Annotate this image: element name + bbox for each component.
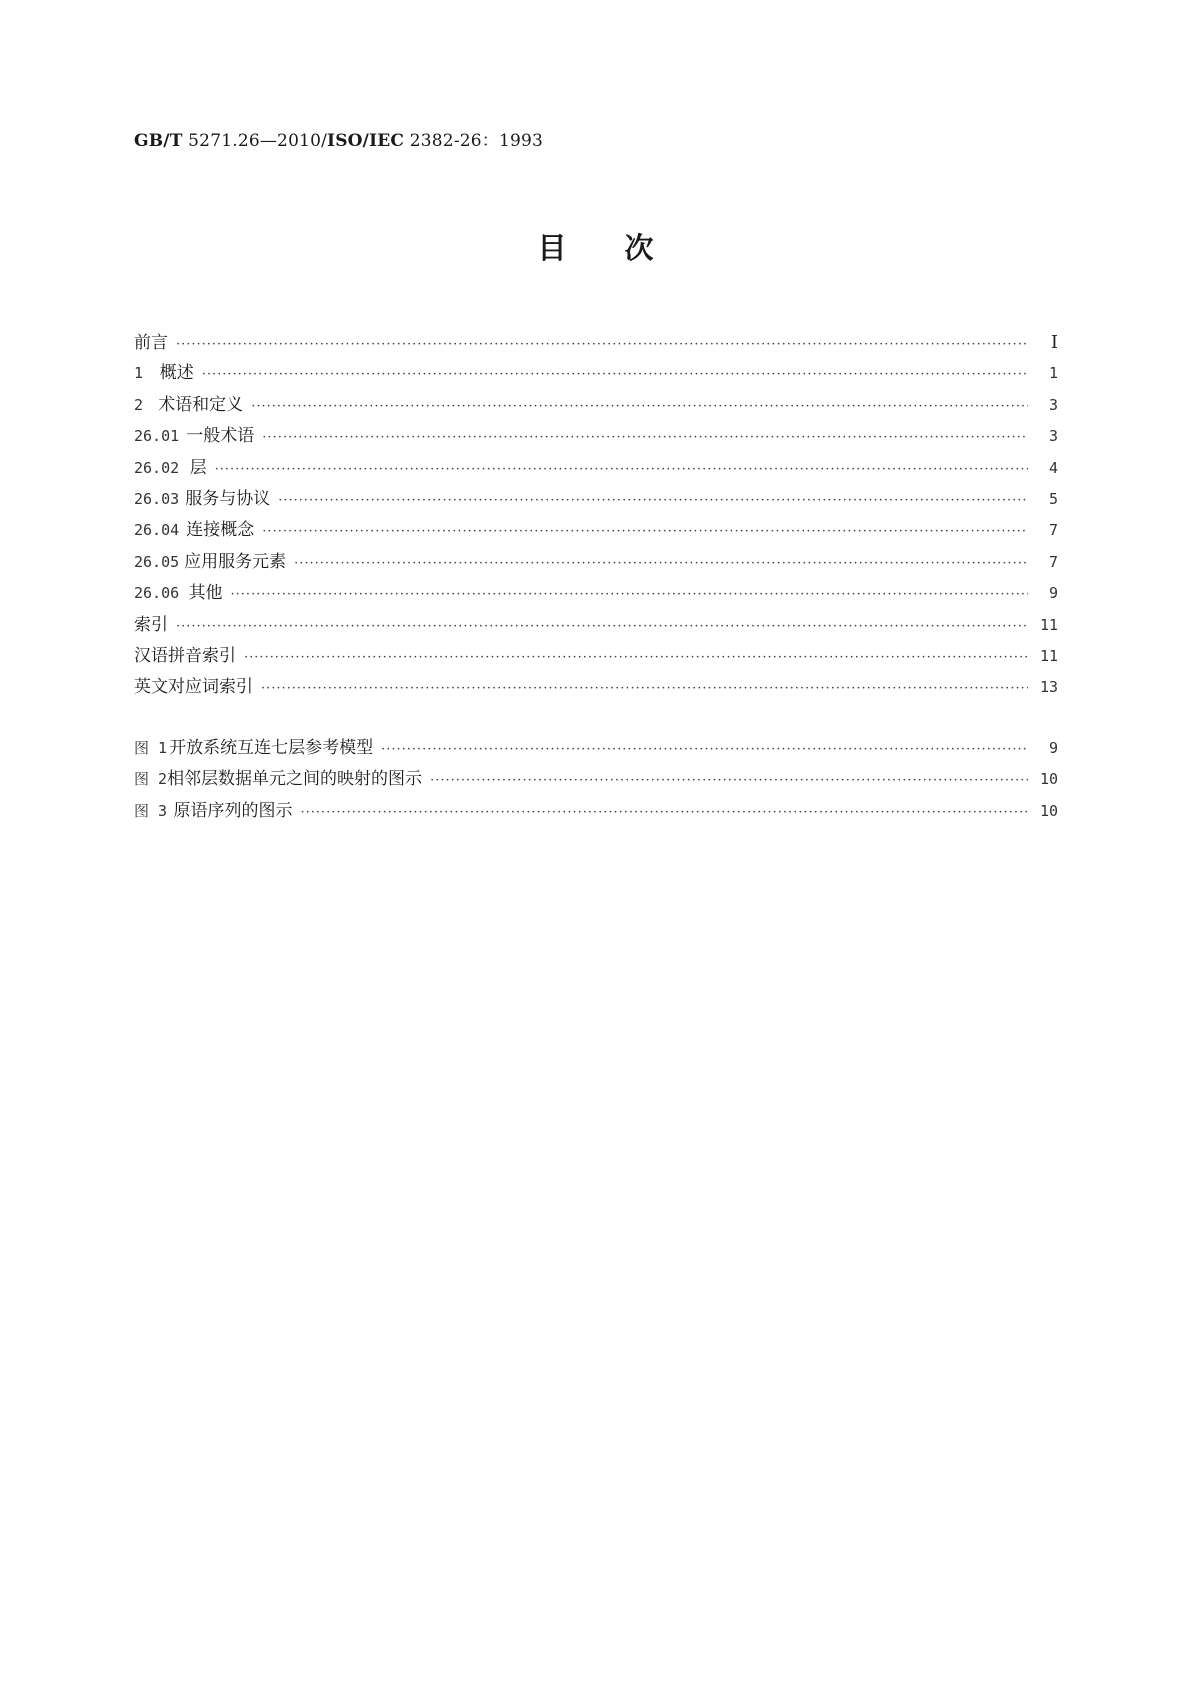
toc-label: 一般术语 bbox=[186, 426, 255, 447]
toc-label: 服务与协议 bbox=[185, 488, 271, 509]
toc-number: 2 bbox=[134, 395, 144, 414]
iso-prefix: ISO/IEC bbox=[327, 131, 405, 151]
toc-entry-row[interactable] bbox=[134, 327, 1058, 358]
toc-page-number: 11 bbox=[1039, 646, 1058, 665]
page-title bbox=[0, 226, 1191, 267]
toc-number: 26.05 bbox=[134, 552, 180, 571]
toc-label: 相邻层数据单元之间的映射的图示 bbox=[167, 769, 423, 790]
toc-label: 概述 bbox=[159, 363, 194, 384]
toc-number: 26.03 bbox=[134, 489, 180, 508]
toc-page-number: Ⅰ bbox=[1050, 332, 1058, 352]
toc-page-number: 7 bbox=[1048, 521, 1058, 540]
toc-page-number: 9 bbox=[1048, 739, 1058, 757]
toc-page-number: 3 bbox=[1048, 395, 1058, 414]
toc-leader-dots bbox=[176, 611, 1028, 642]
toc-page-number: 5 bbox=[1048, 489, 1058, 508]
toc-entry-row[interactable] bbox=[134, 610, 1058, 641]
toc-number: 26.06 bbox=[134, 584, 180, 603]
toc-entry-row[interactable] bbox=[134, 578, 1058, 609]
toc-leader-dots bbox=[294, 548, 1028, 579]
toc-leader-dots bbox=[381, 734, 1028, 765]
toc-entry-row[interactable] bbox=[134, 484, 1058, 515]
toc-leader-dots bbox=[300, 797, 1028, 828]
toc-entry-row[interactable] bbox=[134, 453, 1058, 484]
toc-number: 26.04 bbox=[134, 521, 180, 540]
toc-page-number: 7 bbox=[1048, 552, 1058, 571]
toc-number: 26.01 bbox=[134, 427, 180, 446]
toc-entry-row[interactable] bbox=[134, 641, 1058, 672]
toc-number: 26.02 bbox=[134, 458, 180, 477]
toc-leader-dots bbox=[262, 516, 1028, 547]
toc-page-number: 11 bbox=[1039, 615, 1058, 634]
toc-page-number: 13 bbox=[1039, 678, 1058, 697]
toc-number: 图 2 bbox=[134, 770, 168, 789]
toc-label: 索引 bbox=[134, 614, 168, 635]
toc-leader-dots bbox=[261, 673, 1028, 704]
toc-leader-dots bbox=[202, 359, 1028, 390]
toc-label: 层 bbox=[189, 457, 207, 478]
title-char-1: 目 bbox=[537, 231, 567, 265]
toc-entry-row[interactable] bbox=[134, 390, 1058, 421]
toc-leader-dots bbox=[251, 391, 1028, 422]
toc-entries-list bbox=[134, 327, 1058, 704]
toc-figure-row[interactable] bbox=[134, 764, 1058, 795]
toc-page-number: 10 bbox=[1039, 770, 1058, 789]
toc-number: 1 bbox=[134, 364, 144, 383]
toc-leader-dots bbox=[230, 579, 1028, 610]
toc-figure-row[interactable] bbox=[134, 733, 1058, 764]
toc-page-number: 10 bbox=[1039, 801, 1058, 820]
toc-number: 图 3 bbox=[134, 801, 168, 820]
toc-label: 原语序列的图示 bbox=[173, 800, 293, 821]
toc-leader-dots bbox=[215, 454, 1028, 485]
toc-label: 英文对应词索引 bbox=[134, 677, 253, 698]
toc-leader-dots bbox=[262, 422, 1028, 453]
toc-page-number: 4 bbox=[1048, 458, 1058, 477]
toc-label: 术语和定义 bbox=[158, 394, 244, 415]
toc-number: 图 1 bbox=[134, 739, 168, 757]
toc-page-number: 3 bbox=[1048, 427, 1058, 446]
toc-figure-row[interactable] bbox=[134, 796, 1058, 827]
toc-leader-dots bbox=[278, 485, 1028, 516]
document-header bbox=[134, 126, 543, 151]
toc-entry-row[interactable] bbox=[134, 358, 1058, 389]
toc-page-number: 1 bbox=[1048, 364, 1058, 383]
toc-figures-list bbox=[134, 733, 1058, 827]
toc-label: 汉语拼音索引 bbox=[134, 645, 236, 666]
toc-entry-row[interactable] bbox=[134, 547, 1058, 578]
iso-number: 2382-26：1993 bbox=[409, 131, 544, 151]
title-char-2: 次 bbox=[624, 231, 654, 265]
toc-label: 前言 bbox=[134, 333, 168, 353]
toc-label: 应用服务元素 bbox=[184, 551, 287, 572]
toc-leader-dots bbox=[430, 765, 1028, 796]
toc-entry-row[interactable] bbox=[134, 672, 1058, 703]
toc-entry-row[interactable] bbox=[134, 421, 1058, 452]
toc-leader-dots bbox=[244, 642, 1028, 673]
toc-label: 开放系统互连七层参考模型 bbox=[169, 738, 374, 758]
standard-number: 5271.26—2010/ bbox=[188, 131, 328, 151]
toc-label: 其他 bbox=[188, 583, 223, 604]
toc-page-number: 9 bbox=[1048, 584, 1058, 603]
standard-prefix: GB/T bbox=[134, 131, 183, 151]
toc-leader-dots bbox=[176, 329, 1028, 360]
toc-label: 连接概念 bbox=[186, 520, 255, 541]
toc-entry-row[interactable] bbox=[134, 515, 1058, 546]
